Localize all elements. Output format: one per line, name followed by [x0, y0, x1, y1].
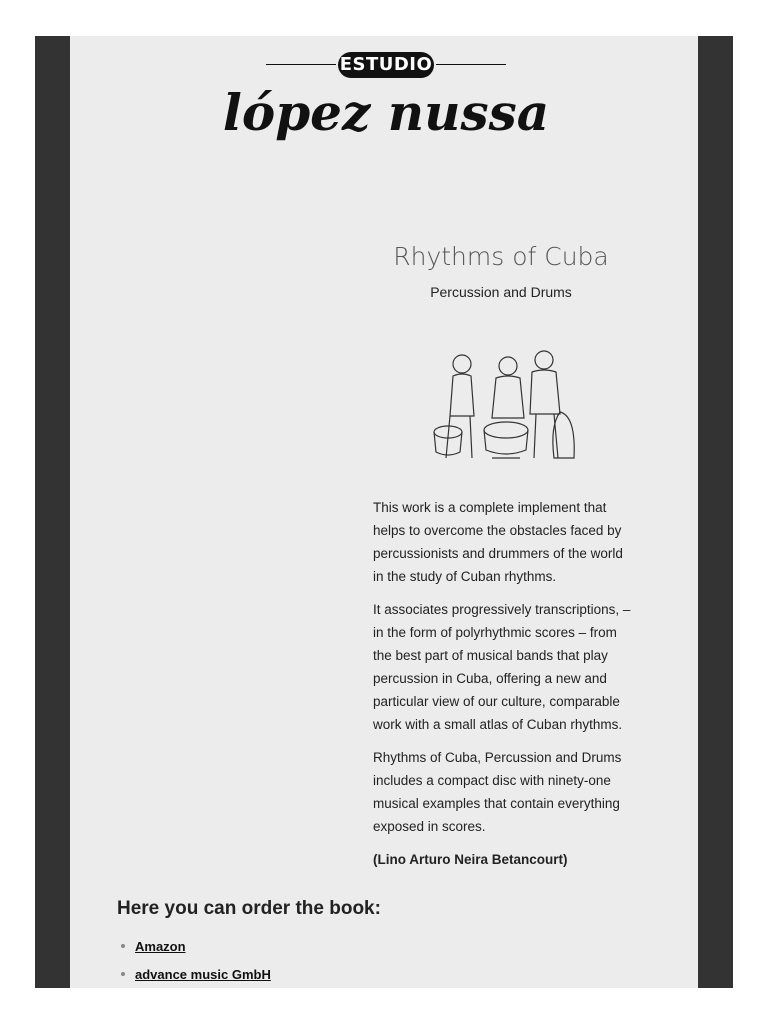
logo-rule-left — [266, 64, 336, 65]
amazon-link[interactable]: Amazon — [135, 938, 186, 954]
logo-rule-right — [436, 64, 506, 65]
bullet-icon — [121, 972, 125, 976]
page-content — [70, 36, 698, 988]
logo-script-lettering — [222, 80, 550, 150]
page-subtitle: Percussion and Drums — [430, 284, 572, 300]
description-paragraph: Rhythms of Cuba, Percussion and Drums includes a compact disc with ninety-one musical examples that contain everything exposed in scores. — [373, 750, 622, 834]
author-credit: (Lino Arturo Neira Betancourt) — [373, 852, 568, 867]
order-links-list — [117, 932, 271, 988]
logo-badge: ESTUDIO — [338, 52, 434, 78]
page-title: Rhythms of Cuba — [393, 242, 609, 271]
book-description — [373, 496, 631, 881]
studio-logo[interactable] — [222, 50, 550, 150]
description-paragraph: It associates progressively transcriptions, – in the form of polyrhythmic scores – from the best part of musical bands that play percussion in Cuba, offering a new and particular view of our culture, comparable work with a small atlas of Cuban rhythms. — [373, 602, 631, 732]
advance-music-link[interactable]: advance music GmbH — [135, 966, 271, 982]
order-heading: Here you can order the book: — [117, 898, 381, 919]
svg-text:lópez nussa: lópez nussa — [222, 83, 550, 142]
musicians-drawing-icon — [426, 346, 582, 468]
bullet-icon — [121, 944, 125, 948]
list-item — [117, 960, 271, 988]
description-paragraph: This work is a complete implement that helps to overcome the obstacles faced by percussionists and drummers of the world in the study of Cuban rhythms. — [373, 500, 623, 584]
list-item — [117, 932, 271, 960]
